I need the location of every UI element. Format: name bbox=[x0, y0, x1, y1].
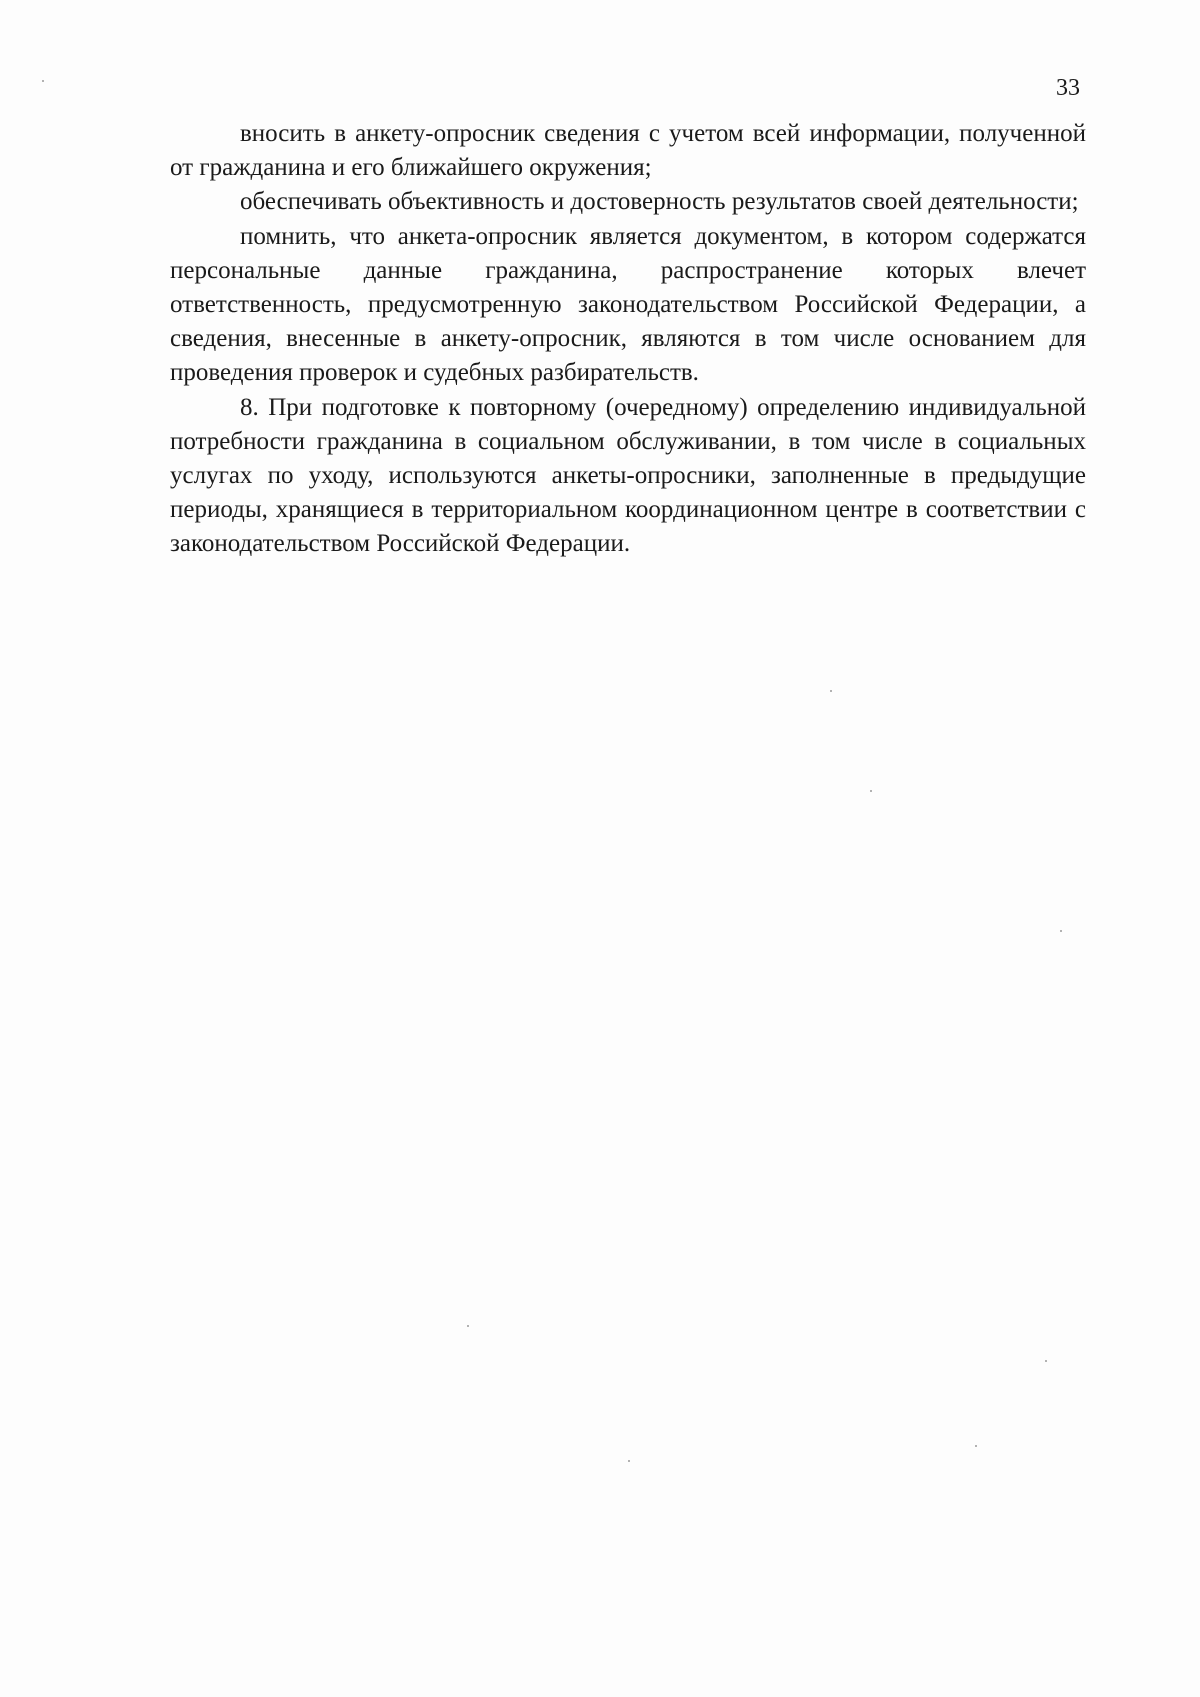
scan-speck bbox=[830, 690, 832, 692]
scan-speck bbox=[1060, 930, 1062, 932]
paragraph-3: помнить, что анкета-опросник является документом, в котором содержатся персональные данные гражданина, распространение которых влечет ответственность, предусмотренную законодательством Российской Федерации, а сведения, внесенные в анкету-опросник, являются в том числе основанием для проведения проверок и судебных разбирательств. bbox=[170, 222, 1086, 387]
paragraph-4: 8. При подготовке к повторному (очередному) определению индивидуальной потребности гражданина в социальном обслуживании, в том числе в социальных услугах по уходу, используются анкеты-опросники, заполненные в предыдущие периоды, хранящиеся в территориальном координационном центре в соответствии с законодательством Российской Федерации. bbox=[170, 393, 1086, 558]
scan-speck bbox=[975, 1445, 977, 1447]
page-number: 33 bbox=[1056, 75, 1080, 101]
paragraph-2: обеспечивать объективность и достоверность результатов своей деятельности; bbox=[240, 188, 1079, 216]
body-text bbox=[170, 117, 1086, 562]
paragraph-1: вносить в анкету-опросник сведения с учетом всей информации, полученной от гражданина и его ближайшего окружения; bbox=[170, 120, 1086, 182]
scan-speck bbox=[870, 790, 872, 792]
scan-speck bbox=[1045, 1360, 1047, 1362]
scan-speck bbox=[467, 1325, 469, 1327]
scan-speck bbox=[42, 80, 44, 82]
scan-speck bbox=[628, 1460, 630, 1462]
